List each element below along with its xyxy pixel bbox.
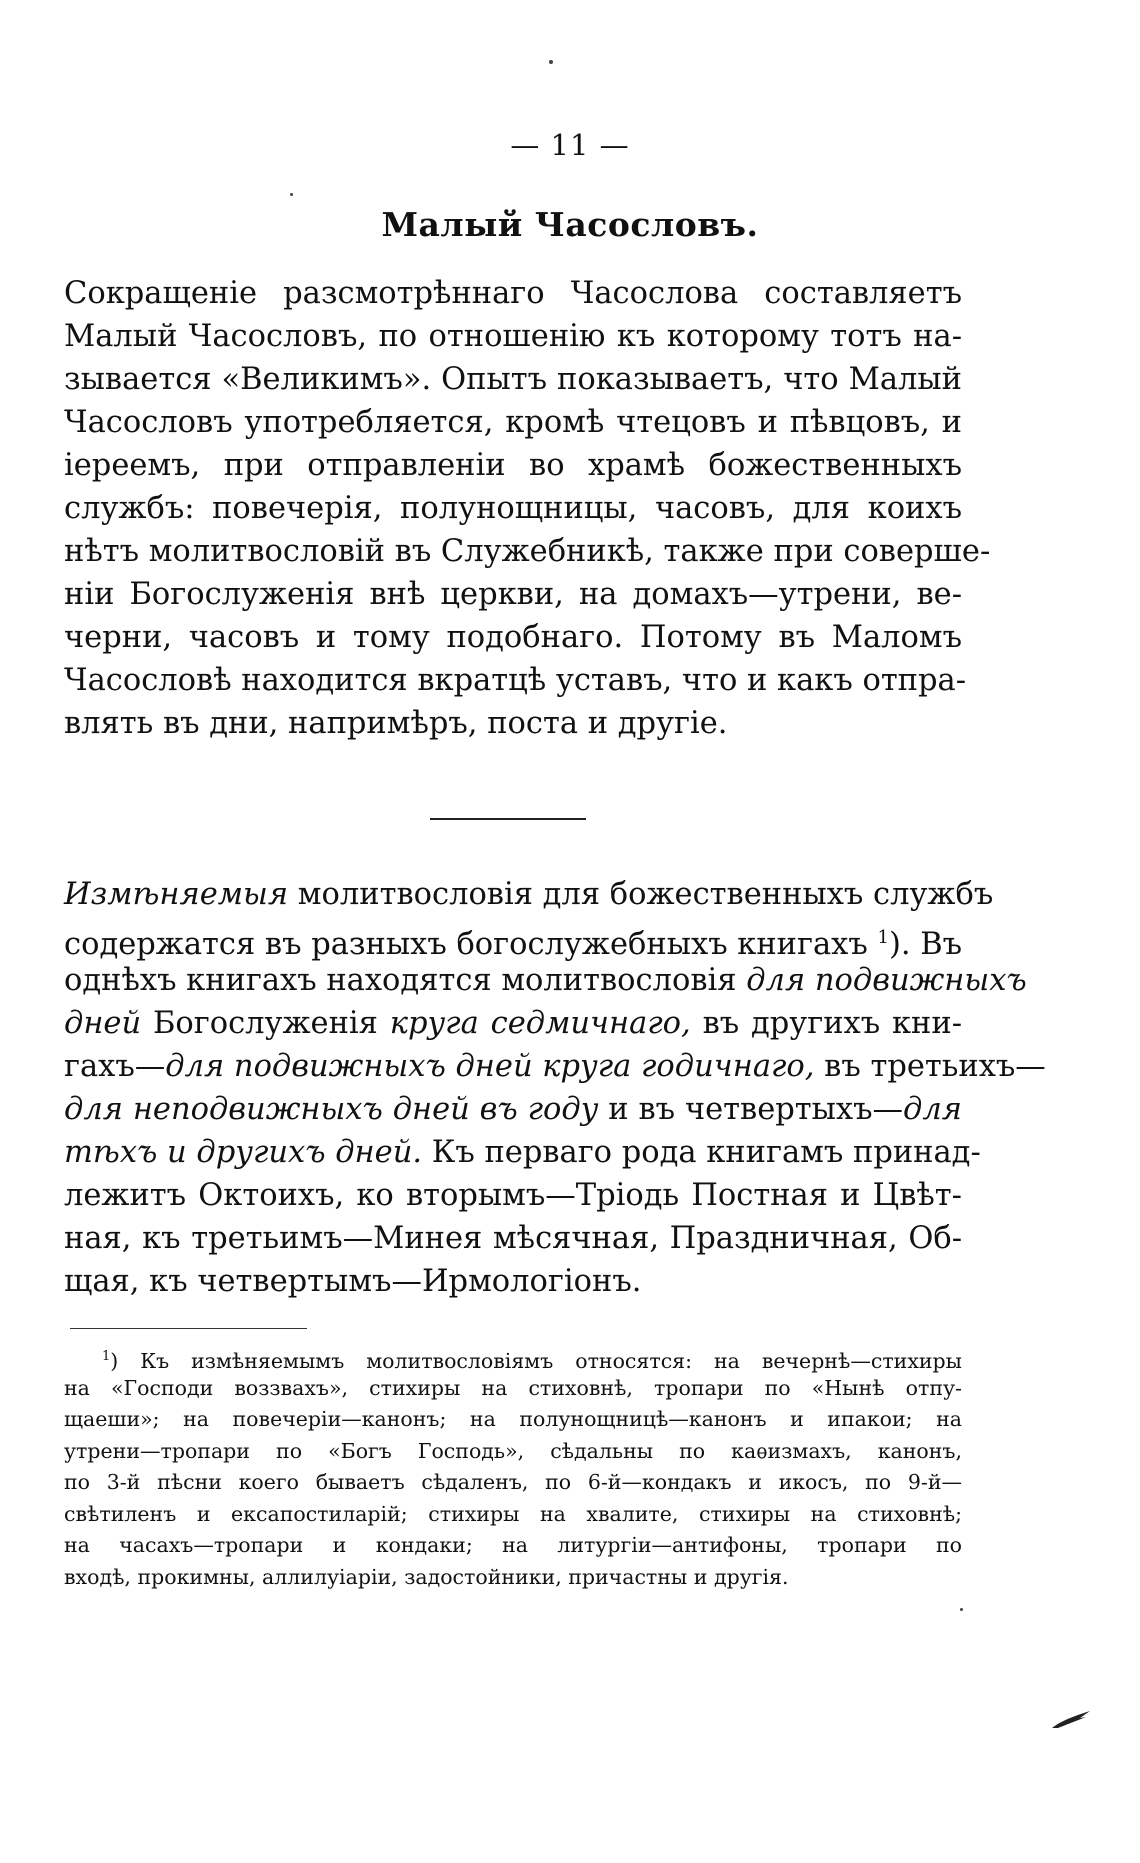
italic-phrase: для подвижныхъ: [746, 963, 1027, 998]
text-run: гахъ—: [64, 1049, 166, 1084]
text-run: въ другихъ кни-: [690, 1006, 962, 1041]
text-run: и въ четвертыхъ—: [598, 1092, 904, 1127]
text-line: [64, 873, 994, 916]
text-run: Къ перваго рода книгамъ принад-: [422, 1135, 981, 1170]
text-run: однѣхъ книгахъ находятся молитвословія: [64, 963, 747, 998]
text-line: іереемъ, при отправленіи во храмѣ божественныхъ: [64, 448, 962, 483]
text-line: ніи Богослуженія внѣ церкви, на домахъ—утрени, ве-: [64, 577, 962, 612]
page-number: — 11 —: [510, 128, 630, 162]
text-run: Богослуженія: [141, 1006, 390, 1041]
ink-speck: [549, 60, 553, 64]
text-line: [64, 1002, 962, 1045]
ink-speck: [290, 193, 293, 196]
text-line: нѣтъ молитвословій въ Служебникѣ, также при соверше-: [64, 534, 991, 569]
text-line: службъ: повечерія, полунощницы, часовъ, для коихъ: [64, 491, 962, 526]
pen-mark-icon: [1050, 1708, 1092, 1730]
chapter-title: Малый Часословъ.: [381, 205, 759, 244]
paragraph-variable-prayers: [64, 873, 1046, 1303]
text-run: въ третьихъ—: [814, 1049, 1046, 1084]
italic-phrase: тѣхъ и другихъ дней.: [64, 1135, 423, 1170]
footnote-line: утрени—тропари по «Богъ Господь», сѣдальны по каѳизмахъ, канонъ,: [64, 1438, 962, 1463]
text-line: Часословъ употребляется, кромѣ чтецовъ и пѣвцовъ, и: [64, 405, 962, 440]
footnote-line: по 3-й пѣсни коего бываетъ сѣдаленъ, по 6-й—кондакъ и икосъ, по 9-й—: [64, 1470, 962, 1494]
text-line: влять въ дни, напримѣръ, поста и другіе.: [64, 706, 728, 741]
footnote-line: свѣтиленъ и ексапостиларій; стихиры на хвалите, стихиры на стиховнѣ;: [64, 1501, 962, 1526]
section-divider: [430, 818, 586, 820]
italic-phrase: Измѣняемыя: [64, 877, 289, 912]
italic-phrase: для: [903, 1092, 962, 1127]
footnote-line: на «Господи воззвахъ», стихиры на стиховнѣ, тропари по «Нынѣ отпу-: [64, 1375, 962, 1400]
text-line: [64, 1088, 962, 1131]
text-line: Малый Часословъ, по отношенію къ которому тотъ на-: [64, 319, 962, 354]
text-line: Часословѣ находится вкратцѣ уставъ, что и какъ отпра-: [64, 663, 967, 698]
text-line: ная, къ третьимъ—Минея мѣсячная, Праздничная, Об-: [64, 1221, 962, 1256]
text-line: [64, 916, 963, 963]
italic-phrase: для неподвижныхъ дней въ году: [64, 1092, 599, 1127]
text-line: [64, 959, 1027, 1002]
italic-phrase: круга седмичнаго,: [389, 1006, 691, 1041]
footnote-line: щаеши»; на повечеріи—канонъ; на полунощницѣ—канонъ и ипакои; на: [64, 1407, 962, 1431]
footnote-line: входѣ, прокимны, аллилуіаріи, задостойники, причастны и другія.: [64, 1564, 789, 1589]
footnote-reference: 1: [877, 927, 889, 948]
paragraph-small-horologion: [64, 272, 991, 745]
italic-phrase: дней: [64, 1006, 142, 1041]
text-line: зывается «Великимъ». Опытъ показываетъ, что Малый: [64, 362, 962, 397]
text-run: молитвословія для божественныхъ службъ: [288, 877, 994, 912]
text-line: лежитъ Октоихъ, ко вторымъ—Тріодь Постная и Цвѣт-: [64, 1178, 962, 1213]
text-line: [64, 1045, 1046, 1088]
text-run: ). Въ: [888, 927, 963, 963]
text-line: черни, часовъ и тому подобнаго. Потому въ Маломъ: [64, 620, 962, 655]
text-line: щая, къ четвертымъ—Ирмологіонъ.: [64, 1264, 642, 1299]
footnote-marker: 1: [102, 1349, 111, 1364]
footnote-line: на часахъ—тропари и кондаки; на литургіи—антифоны, тропари по: [64, 1533, 962, 1557]
text-run: содержатся въ разныхъ богослужебныхъ книгахъ: [64, 927, 878, 963]
footnote-rule: [70, 1328, 307, 1329]
text-run: ) Къ измѣняемымъ молитвословіямъ относятся: на вечернѣ—стихиры: [110, 1348, 962, 1373]
italic-phrase: для подвижныхъ дней круга годичнаго,: [165, 1049, 815, 1084]
text-line: [64, 1131, 981, 1174]
ink-speck: [960, 1608, 963, 1611]
footnote-line: [64, 1341, 962, 1373]
text-line: Сокращеніе разсмотрѣннаго Часослова составляетъ: [64, 276, 962, 311]
footnote: [64, 1341, 962, 1593]
